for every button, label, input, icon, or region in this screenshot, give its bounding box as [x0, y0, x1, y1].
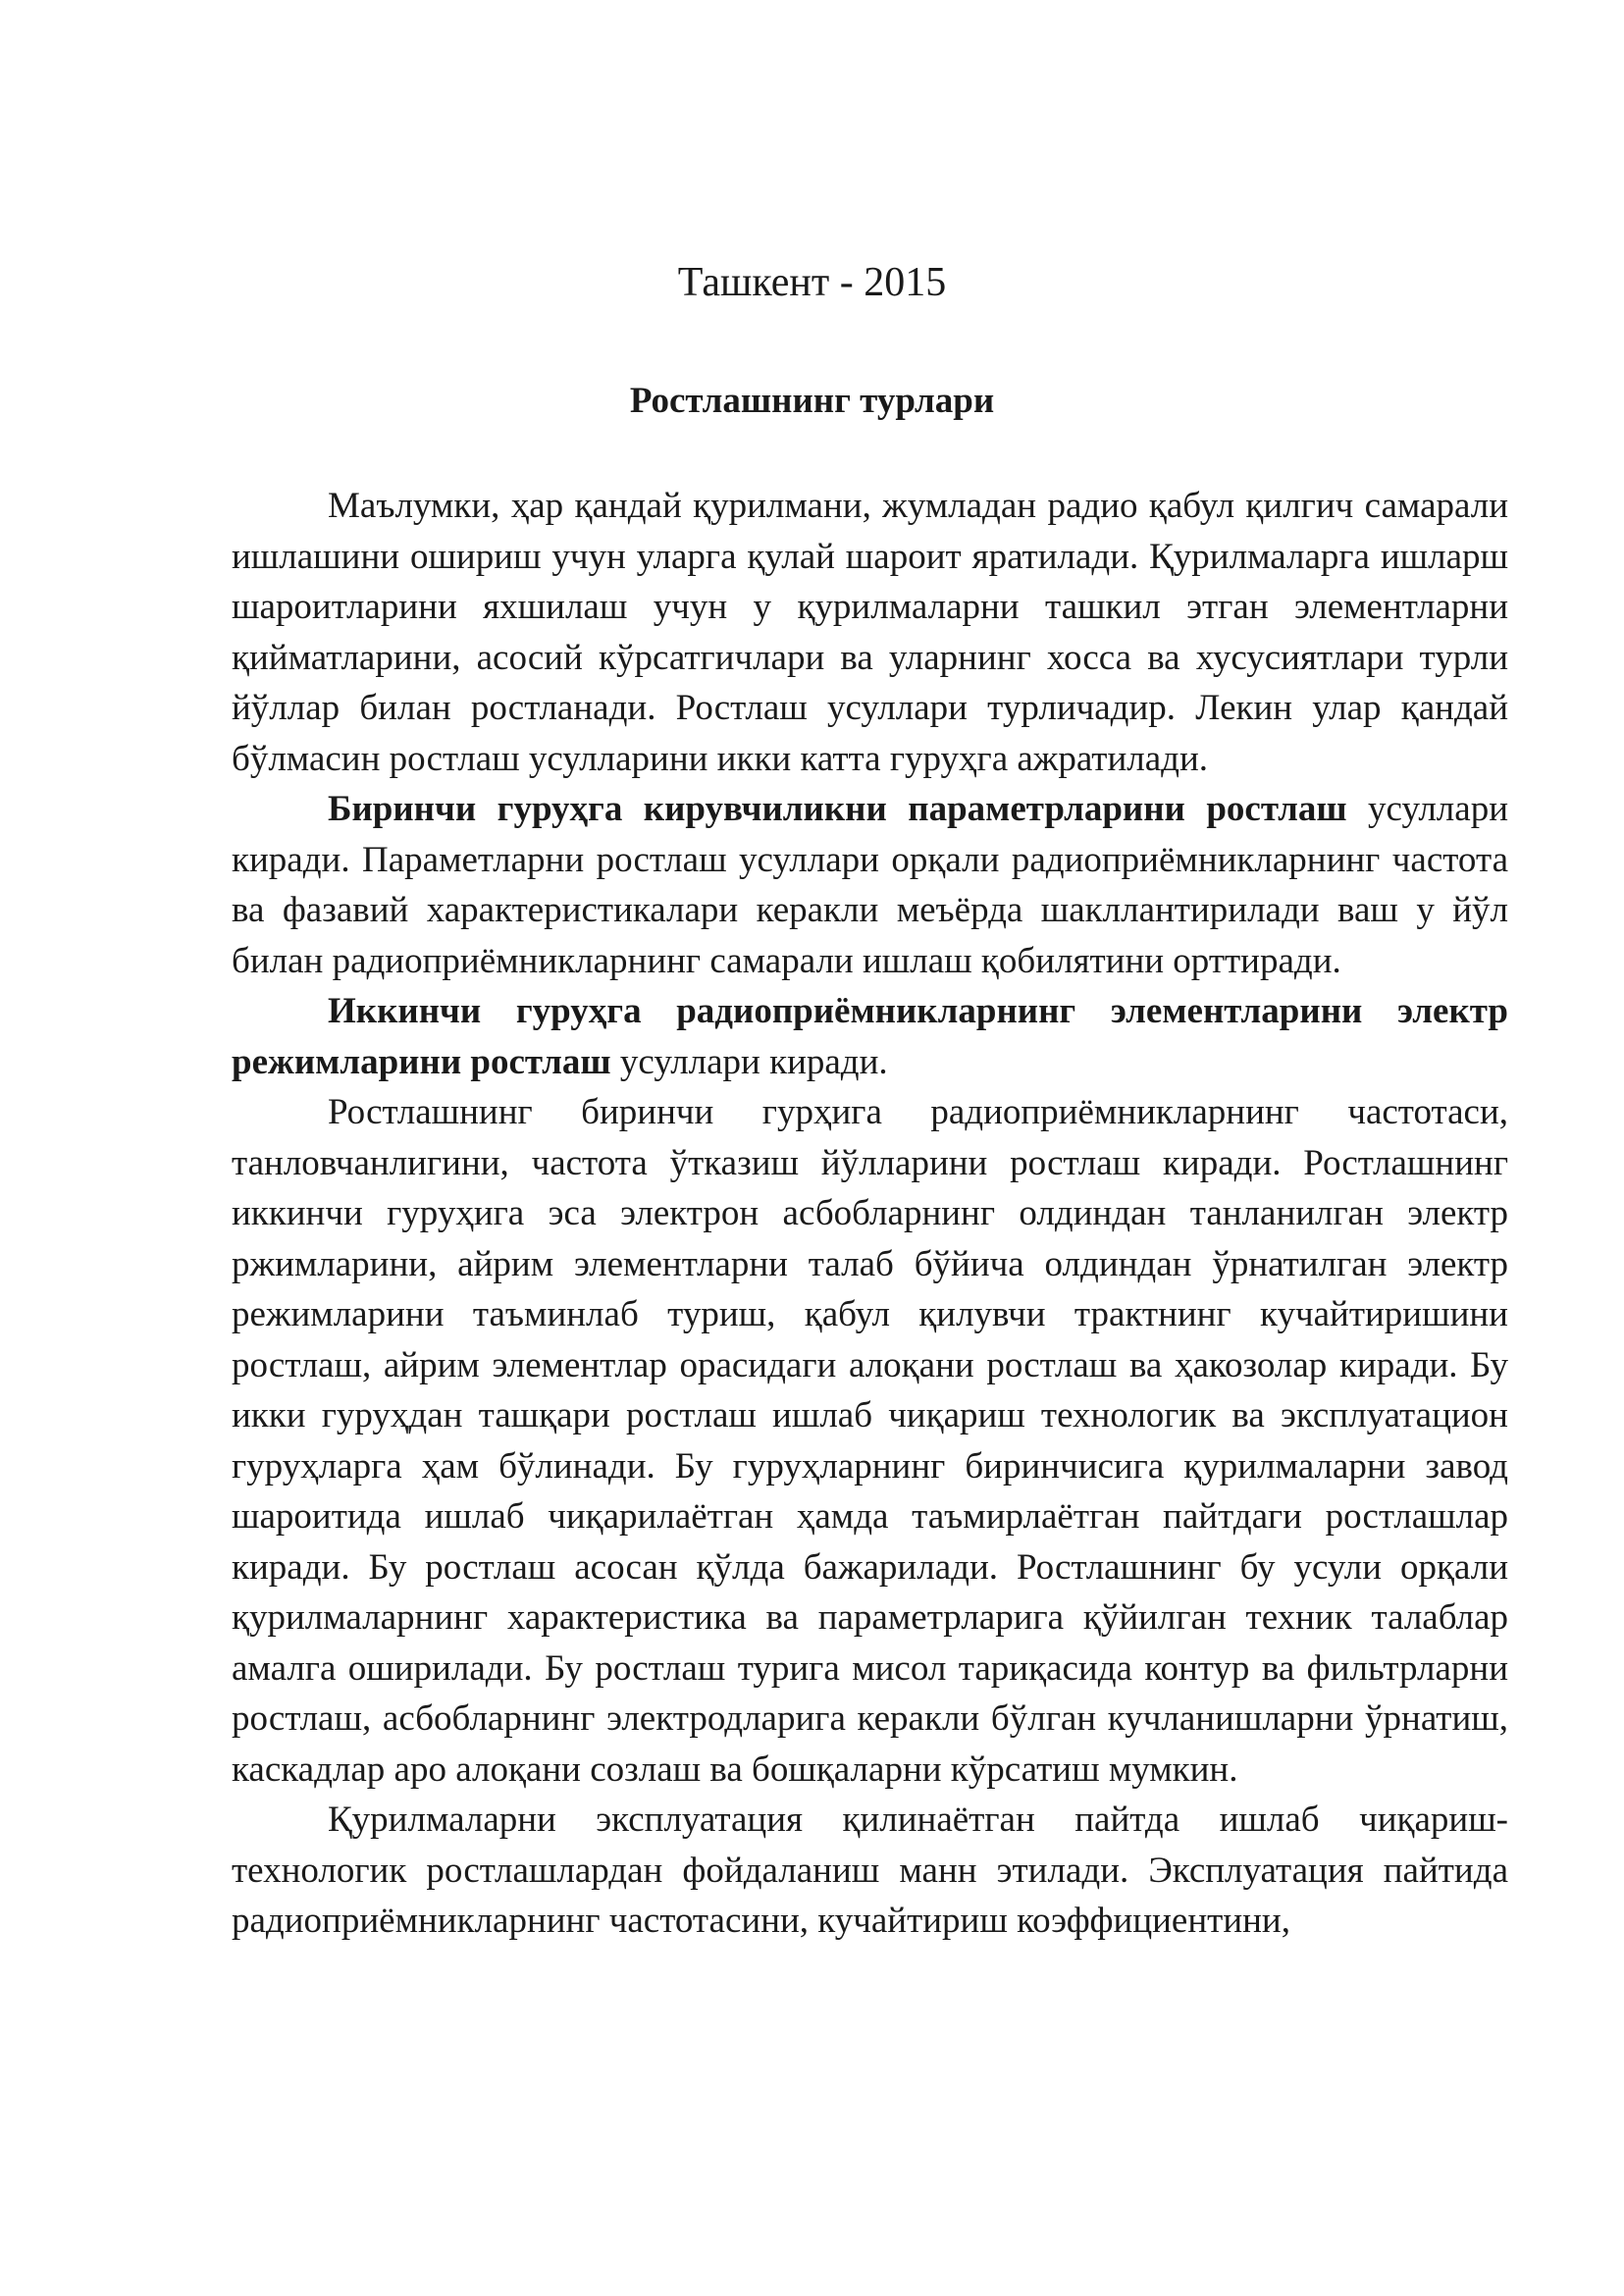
paragraph-first-group [232, 784, 1508, 986]
document-title: Ростлашнинг турлари [629, 381, 995, 421]
paragraph-bold-lead: Иккинчи гуруҳга радиоприёмникларнинг элементларини электр режимларини ростлаш [232, 991, 1508, 1082]
paragraph-second-group [232, 986, 1508, 1087]
paragraph-text: Ростлашнинг биринчи гурҳига радиоприёмникларнинг частотаси, танловчанлигини, частота ўтказиш йўлларини ростлаш киради. Ростлашнинг иккинчи гуруҳига эса электрон асбобларнинг олдиндан танланилган электр ржимларини, айрим элементларни талаб бўйича олдиндан ўрнатилган электр режимларини таъминлаб туриш, қабул қилувчи трактнинг кучайтиришини ростлаш, айрим элементлар орасидаги алоқани ростлаш ва ҳакозолар киради. Бу икки гуруҳдан ташқари ростлаш ишлаб чиқариш технологик ва эксплуатацион гуруҳларга ҳам бўлинади. Бу гуруҳларнинг биринчисига қурилмаларни завод шароитида ишлаб чиқарилаётган ҳамда таъмирлаётган пайтдаги ростлашлар киради. Бу ростлаш асосан қўлда бажарилади. Ростлашнинг бу усули орқали қурилмаларнинг характеристика ва параметрларига қўйилган техник талаблар амалга оширилади. Бу ростлаш турига мисол тариқасида контур ва фильтрларни ростлаш, асбобларнинг электродларига керакли бўлган кучланишларни ўрнатиш, каскадлар аро алоқани созлаш ва бошқаларни кўрсатиш мумкин. [232, 1092, 1508, 1790]
paragraph-bold-lead: Биринчи гуруҳга кирувчиликни параметрларини ростлаш [328, 789, 1347, 829]
paragraph-groups-detail [232, 1087, 1508, 1795]
paragraph-text: усуллари киради. [610, 1041, 888, 1082]
city-year-line: Ташкент - 2015 [677, 260, 947, 305]
paragraph-intro [232, 481, 1508, 784]
body-text [232, 481, 1508, 1947]
paragraph-text: усуллари киради. Параметларни ростлаш усуллари орқали радиоприёмникларнинг частота ва фазавий характеристикалари керакли меъёрда шакллантирилади ваш у йўл билан радиоприёмникларнинг самарали ишлаш қобилятини орттиради. [232, 789, 1508, 981]
paragraph-text: Қурилмаларни эксплуатация қилинаётган пайтда ишлаб чиқариш-технологик ростлашлардан фойдаланиш манн этилади. Эксплуатация пайтида радиоприёмникларнинг частотасини, кучайтириш коэффициентини, [232, 1800, 1508, 1941]
paragraph-text: Маълумки, ҳар қандай қурилмани, жумладан радио қабул қилгич самарали ишлашини ошириш учун уларга қулай шароит яратилади. Қурилмаларга ишларш шароитларини яхшилаш учун у қурилмаларни ташкил этган элементларни қийматларини, асосий кўрсатгичлари ва уларнинг хосса ва хусусиятлари турли йўллар билан ростланади. Ростлаш усуллари турличадир. Лекин улар қандай бўлмасин ростлаш усулларини икки катта гуруҳга ажратилади. [232, 486, 1508, 779]
paragraph-exploitation [232, 1795, 1508, 1947]
